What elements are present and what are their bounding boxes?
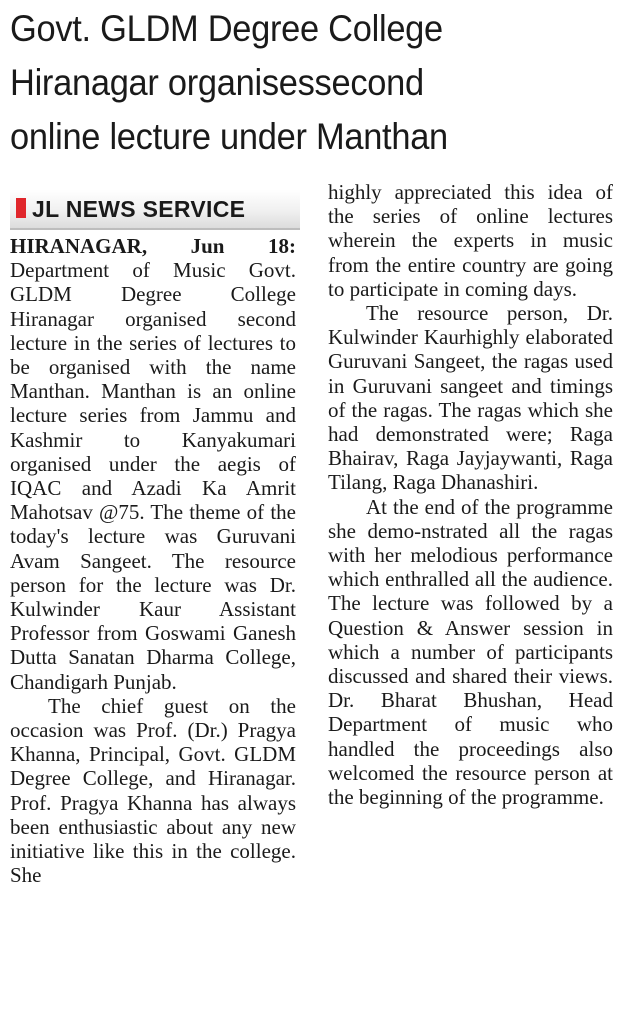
red-square-icon [16, 198, 26, 218]
article-paragraph: highly appreciated this idea of the series of online lectures wherein the experts in music from the entire country are going to participate in coming days. [328, 180, 613, 301]
dateline: HIRANAGAR, Jun 18: [10, 234, 296, 258]
article-paragraph: The resource person, Dr. Kulwinder Kaurhighly elaborated Guruvani Sangeet, the ragas used in Guruvani sangeet and timings of the ragas. The ragas which she had demonstrated were; Raga Bhairav, Raga Jayjaywanti, Raga Tilang, Raga Dhanashiri. [328, 301, 613, 495]
byline: JL NEWS SERVICE [32, 196, 246, 222]
article-column-left [10, 234, 296, 887]
article-paragraph [10, 234, 296, 694]
article-column-right [328, 180, 613, 809]
paragraph-text: Department of Music Govt. GLDM Degree College Hiranagar organised second lecture in the series of lectures to be organised with the name Manthan. Manthan is an online lecture series from Jammu and Kashmir to Kanyakumari organised under the aegis of IQAC and Azadi Ka Amrit Mahotsav @75. The theme of the today's lecture was Guruvani Avam Sangeet. The resource person for the lecture was Dr. Kulwinder Kaur Assistant Professor from Goswami Ganesh Dutta Sanatan Dharma College, Chandigarh Punjab. [10, 258, 296, 694]
article-paragraph: The chief guest on the occasion was Prof. (Dr.) Pragya Khanna, Principal, Govt. GLDM Degree College, and Hiranagar. Prof. Pragya Khanna has always been enthusiastic about any new initiative like this in the college. She [10, 693, 296, 888]
headline [10, 2, 587, 164]
byline-banner [10, 190, 300, 230]
headline-line: Govt. GLDM Degree College [10, 8, 443, 49]
headline-line: online lecture under Manthan [10, 116, 448, 157]
article-paragraph: At the end of the programme she demo-nstrated all the ragas with her melodious performance which enthralled all the audience. The lecture was followed by a Question & Answer session in which a number of participants discussed and shared their views. Dr. Bharat Bhushan, Head Department of music who handled the proceedings also welcomed the resource person at the beginning of the programme. [328, 494, 613, 810]
headline-line: Hiranagar organisessecond [10, 62, 424, 103]
